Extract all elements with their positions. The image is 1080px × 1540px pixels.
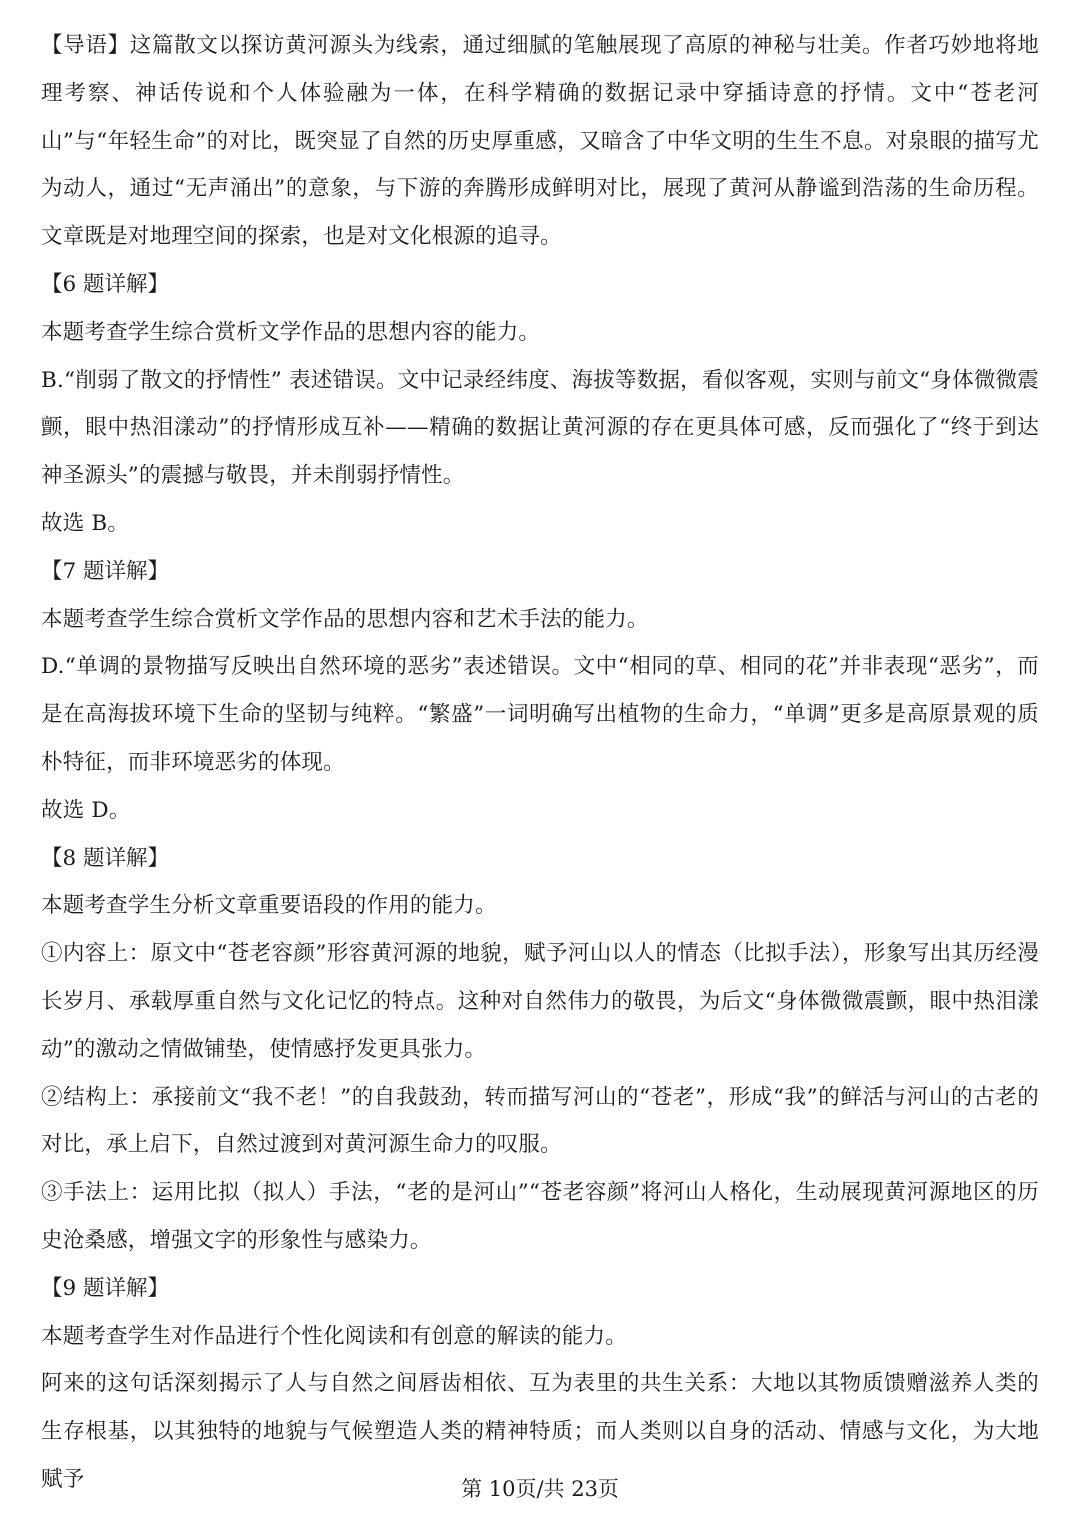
q6-ability-paragraph: 本题考查学生综合赏析文学作品的思想内容的能力。: [41, 319, 541, 345]
q7-analysis-paragraph: D.“单调的景物描写反映出自然环境的恶劣”表述错误。文中“相同的草、相同的花”并非表现“恶劣”，而是在高海拔环境下生命的坚韧与纯粹。“繁盛”一词明确写出植物的生命力，“单调”更多是高原景观的质朴特征，而非环境恶劣的体现。: [41, 654, 1039, 775]
q9-ability-paragraph: 本题考查学生对作品进行个性化阅读和有创意的解读的能力。: [41, 1323, 627, 1349]
q8-content-point: ①内容上：原文中“苍老容颜”形容黄河源的地貌，赋予河山以人的情态（比拟手法），形象写出其历经漫长岁月、承载厚重自然与文化记忆的特点。这种对自然伟力的敬畏，为后文“身体微微震颤，眼中热泪漾动”的激动之情做铺垫，使情感抒发更具张力。: [41, 941, 1039, 1062]
intro-paragraph: 【导语】这篇散文以探访黄河源头为线索，通过细腻的笔触展现了高原的神秘与壮美。作者巧妙地将地理考察、神话传说和个人体验融为一体，在科学精确的数据记录中穿插诗意的抒情。文中“苍老河山”与“年轻生命”的对比，既突显了自然的历史厚重感，又暗含了中华文明的生生不息。对泉眼的描写尤为动人，通过“无声涌出”的意象，与下游的奔腾形成鲜明对比，展现了黄河从静谧到浩荡的生命历程。文章既是对地理空间的探索，也是对文化根源的追寻。: [41, 33, 1039, 250]
section-heading-q8: 【8 题详解】: [41, 845, 170, 871]
q9-analysis-paragraph: 阿来的这句话深刻揭示了人与自然之间唇齿相依、互为表里的共生关系：大地以其物质馈赠滋养人类的生存根基，以其独特的地貌与气候塑造人类的精神特质；而人类则以自身的活动、情感与文化，为大地赋予: [41, 1371, 1039, 1492]
q6-analysis-paragraph: B.“削弱了散文的抒情性” 表述错误。文中记录经纬度、海拔等数据，看似客观，实则与前文“身体微微震颤，眼中热泪漾动”的抒情形成互补——精确的数据让黄河源的存在更具体可感，反而强化了“终于到达神圣源头”的震撼与敬畏，并未削弱抒情性。: [41, 367, 1039, 489]
section-heading-q7: 【7 题详解】: [41, 558, 170, 584]
q6-answer: 故选 B。: [41, 510, 130, 536]
page-number-footer: 第 10页/共 23页: [461, 1477, 619, 1501]
section-heading-q9: 【9 题详解】: [41, 1275, 170, 1301]
q8-structure-point: ②结构上：承接前文“我不老！”的自我鼓劲，转而描写河山的“苍老”，形成“我”的鲜活与河山的古老的对比，承上启下，自然过渡到对黄河源生命力的叹服。: [41, 1084, 1039, 1158]
q8-ability-paragraph: 本题考查学生分析文章重要语段的作用的能力。: [41, 893, 497, 919]
q7-ability-paragraph: 本题考查学生综合赏析文学作品的思想内容和艺术手法的能力。: [41, 606, 649, 632]
section-heading-q6: 【6 题详解】: [41, 271, 170, 297]
q8-technique-point: ③手法上：运用比拟（拟人）手法，“老的是河山”“苍老容颜”将河山人格化，生动展现黄河源地区的历史沧桑感，增强文字的形象性与感染力。: [41, 1180, 1039, 1253]
q7-answer: 故选 D。: [41, 797, 131, 823]
document-body: [41, 22, 1039, 1504]
